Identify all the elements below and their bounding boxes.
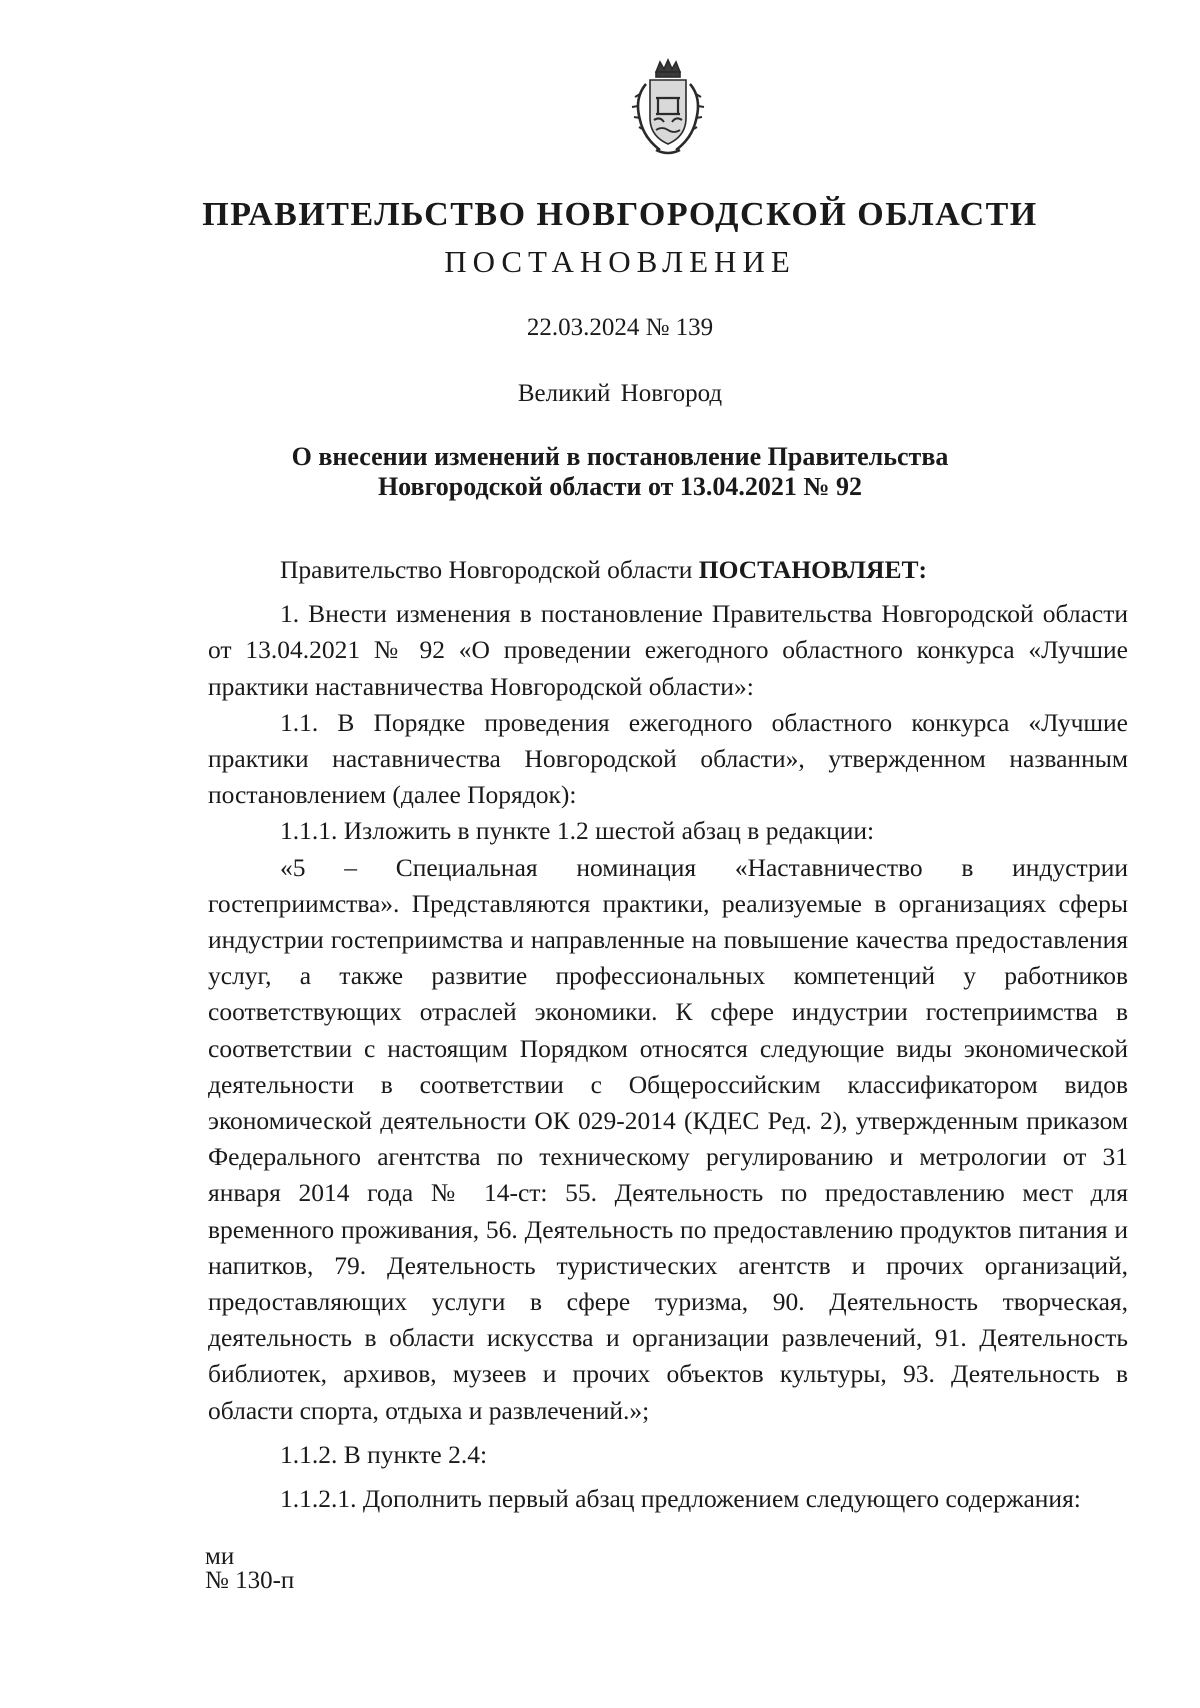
paragraph-1: 1. Внести изменения в постановление Правительства Новгородской области от 13.04.2021 № 92 «О проведении ежегодного областного конкурса «Лучшие практики наставничества Новгородской области»: — [208, 599, 1128, 701]
government-title: ПРАВИТЕЛЬСТВО НОВГОРОДСКОЙ ОБЛАСТИ — [202, 196, 1038, 233]
preamble-keyword: ПОСТАНОВЛЯЕТ: — [698, 555, 927, 584]
paragraph-1-1-1: 1.1.1. Изложить в пункте 1.2 шестой абзац в редакции: — [280, 816, 875, 846]
document-date-number: 22.03.2024 № 139 — [526, 314, 714, 341]
preamble-text: Правительство Новгородской области — [280, 555, 699, 584]
document-footer — [205, 1545, 294, 1593]
footer-number: № 130-п — [205, 1567, 295, 1594]
preamble-paragraph — [208, 552, 1128, 588]
document-type: ПОСТАНОВЛЕНИЕ — [444, 244, 796, 279]
novgorod-coat-of-arms-icon — [626, 58, 710, 158]
paragraph-nomination: «5 – Специальная номинация «Наставничество в индустрии гостеприимства». Представляются практики, реализуемые в организациях сферы индустрии гостеприимства и направленные на повышение качества предоставления услуг, а также развитие профессиональных компетенций у работников соответствующих отраслей экономики. К сфере индустрии гостеприимства в соответствии с настоящим Порядком относятся следующие виды экономической деятельности в соответствии с Общероссийским классификатором видов экономической деятельности ОК 029-2014 (КДЕС Ред. 2), утвержденным приказом Федерального агентства по техническому регулированию и метрологии от 31 января 2014 года № 14-ст: 55. Деятельность по предоставлению мест для временного проживания, 56. Деятельность по предоставлению продуктов питания и напитков, 79. Деятельность туристических агентств и прочих организаций, предоставляющих услуги в сфере туризма, 90. Деятельность творческая, деятельность в области искусства и организации развлечений, 91. Деятельность библиотек, архивов, музеев и прочих объектов культуры, 93. Деятельность в области спорта, отдыха и развлечений.»; — [208, 852, 1128, 1425]
paragraph-1-1-2-1: 1.1.2.1. Дополнить первый абзац предложением следующего содержания: — [280, 1484, 1081, 1514]
paragraph-1-1-2: 1.1.2. В пункте 2.4: — [280, 1439, 488, 1469]
document-body — [208, 552, 1128, 1517]
footer-initials: ми — [205, 1543, 235, 1570]
document-city: Великий Новгород — [517, 380, 723, 407]
document-heading-line-1: О внесении изменений в постановление Правительства — [291, 442, 949, 471]
paragraph-1-1: 1.1. В Порядке проведения ежегодного областного конкурса «Лучшие практики наставничества Новгородской области», утвержденном названным постановлением (далее Порядок): — [208, 707, 1128, 810]
document-heading-line-2: Новгородской области от 13.04.2021 № 92 — [377, 472, 863, 501]
document-heading — [180, 442, 1060, 502]
